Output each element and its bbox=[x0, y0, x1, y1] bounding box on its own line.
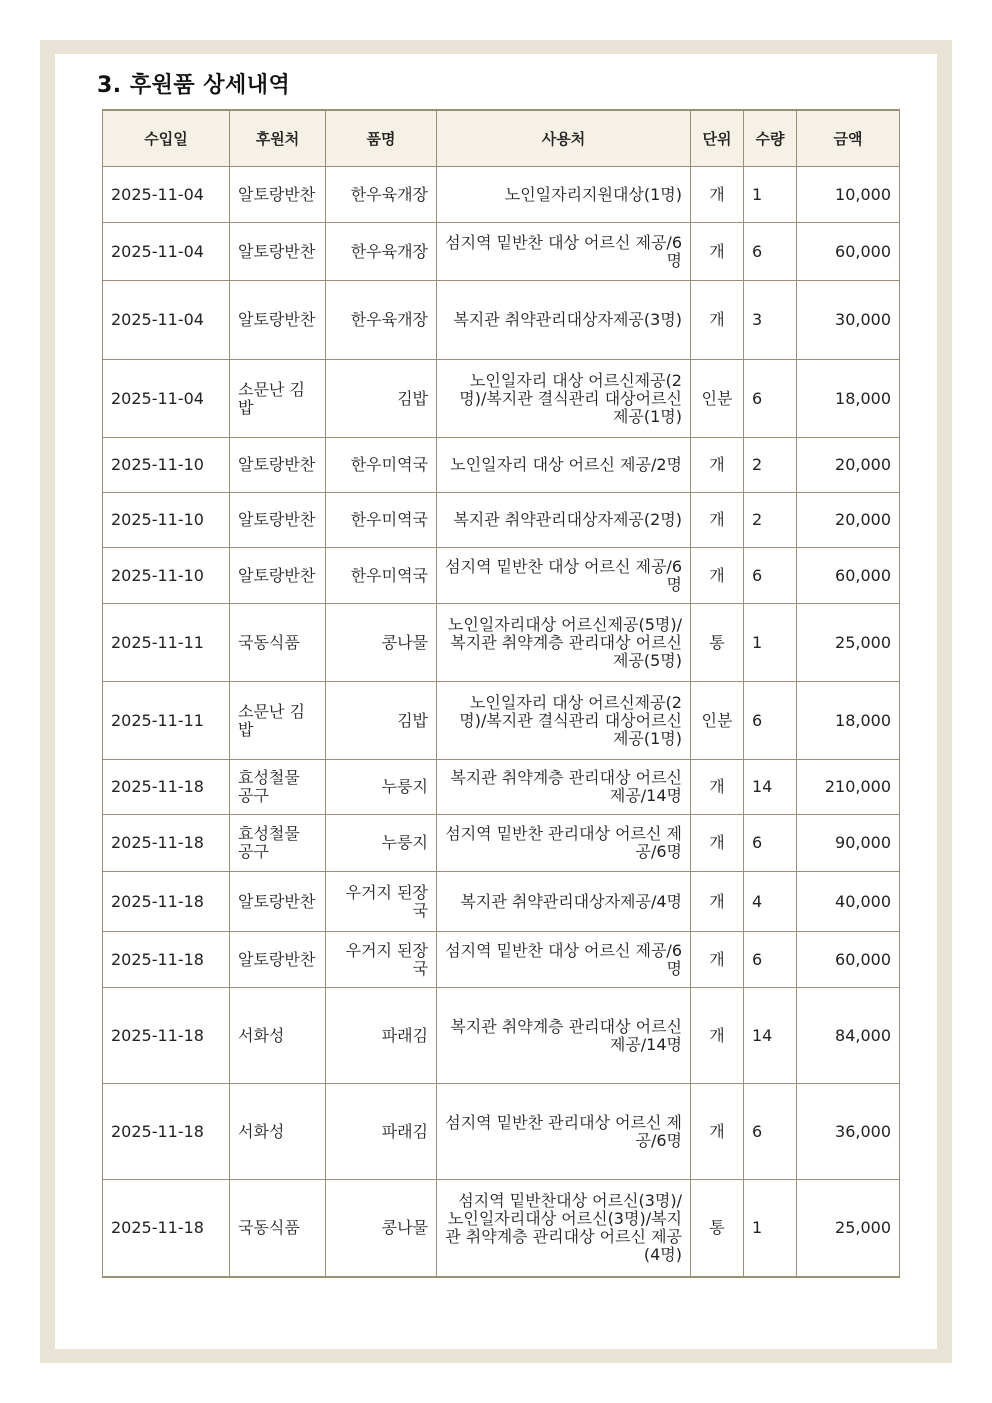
cell-usage: 복지관 취약관리대상자제공(2명) bbox=[437, 493, 691, 548]
cell-usage: 섬지역 밑반찬 대상 어르신 제공/6명 bbox=[437, 932, 691, 988]
cell-date: 2025-11-10 bbox=[103, 493, 230, 548]
cell-quantity: 2 bbox=[744, 493, 797, 548]
cell-donor: 알토랑반찬 bbox=[230, 548, 326, 604]
cell-date: 2025-11-04 bbox=[103, 223, 230, 281]
cell-item: 한우미역국 bbox=[326, 548, 437, 604]
cell-date: 2025-11-11 bbox=[103, 682, 230, 760]
cell-donor: 국동식품 bbox=[230, 604, 326, 682]
cell-unit: 개 bbox=[691, 223, 744, 281]
cell-usage: 섬지역 밑반찬대상 어르신(3명)/노인일자리대상 어르신(3명)/복지관 취약계층 관리대상 어르신 제공(4명) bbox=[437, 1180, 691, 1277]
cell-unit: 개 bbox=[691, 167, 744, 223]
cell-donor: 효성철물 공구 bbox=[230, 760, 326, 815]
cell-item: 한우육개장 bbox=[326, 223, 437, 281]
cell-date: 2025-11-18 bbox=[103, 1180, 230, 1277]
cell-item: 한우육개장 bbox=[326, 167, 437, 223]
cell-amount: 30,000 bbox=[797, 281, 900, 360]
cell-date: 2025-11-11 bbox=[103, 604, 230, 682]
cell-usage: 섬지역 밑반찬 관리대상 어르신 제공/6명 bbox=[437, 815, 691, 872]
table-row bbox=[103, 438, 900, 493]
cell-quantity: 1 bbox=[744, 1180, 797, 1277]
header-unit: 단위 bbox=[691, 110, 744, 167]
cell-amount: 10,000 bbox=[797, 167, 900, 223]
cell-unit: 개 bbox=[691, 281, 744, 360]
cell-quantity: 6 bbox=[744, 682, 797, 760]
cell-quantity: 6 bbox=[744, 548, 797, 604]
cell-unit: 개 bbox=[691, 760, 744, 815]
cell-item: 누룽지 bbox=[326, 760, 437, 815]
table-row bbox=[103, 1084, 900, 1180]
cell-donor: 국동식품 bbox=[230, 1180, 326, 1277]
table-row bbox=[103, 548, 900, 604]
cell-quantity: 4 bbox=[744, 872, 797, 932]
header-quantity: 수량 bbox=[744, 110, 797, 167]
cell-item: 한우미역국 bbox=[326, 438, 437, 493]
cell-donor: 소문난 김밥 bbox=[230, 682, 326, 760]
cell-date: 2025-11-18 bbox=[103, 815, 230, 872]
cell-unit: 개 bbox=[691, 988, 744, 1084]
cell-item: 한우미역국 bbox=[326, 493, 437, 548]
cell-item: 누룽지 bbox=[326, 815, 437, 872]
cell-amount: 40,000 bbox=[797, 872, 900, 932]
cell-usage: 섬지역 밑반찬 대상 어르신 제공/6명 bbox=[437, 223, 691, 281]
cell-donor: 알토랑반찬 bbox=[230, 438, 326, 493]
cell-item: 파래김 bbox=[326, 1084, 437, 1180]
cell-usage: 노인일자리대상 어르신제공(5명)/복지관 취약계층 관리대상 어르신 제공(5명) bbox=[437, 604, 691, 682]
cell-item: 콩나물 bbox=[326, 1180, 437, 1277]
header-donor: 후원처 bbox=[230, 110, 326, 167]
cell-donor: 효성철물 공구 bbox=[230, 815, 326, 872]
cell-item: 김밥 bbox=[326, 360, 437, 438]
section-title: 3. 후원품 상세내역 bbox=[97, 73, 291, 98]
cell-donor: 알토랑반찬 bbox=[230, 167, 326, 223]
header-item-name: 품명 bbox=[326, 110, 437, 167]
cell-date: 2025-11-10 bbox=[103, 548, 230, 604]
cell-amount: 210,000 bbox=[797, 760, 900, 815]
cell-usage: 복지관 취약계층 관리대상 어르신 제공/14명 bbox=[437, 760, 691, 815]
table-row bbox=[103, 604, 900, 682]
cell-quantity: 6 bbox=[744, 223, 797, 281]
table-row bbox=[103, 988, 900, 1084]
cell-item: 한우육개장 bbox=[326, 281, 437, 360]
cell-unit: 개 bbox=[691, 438, 744, 493]
cell-amount: 60,000 bbox=[797, 932, 900, 988]
cell-amount: 60,000 bbox=[797, 223, 900, 281]
cell-amount: 20,000 bbox=[797, 493, 900, 548]
cell-quantity: 6 bbox=[744, 932, 797, 988]
cell-unit: 개 bbox=[691, 548, 744, 604]
cell-date: 2025-11-04 bbox=[103, 167, 230, 223]
cell-unit: 개 bbox=[691, 1084, 744, 1180]
table-row bbox=[103, 360, 900, 438]
table-row bbox=[103, 815, 900, 872]
cell-usage: 노인일자리지원대상(1명) bbox=[437, 167, 691, 223]
cell-amount: 25,000 bbox=[797, 1180, 900, 1277]
cell-unit: 인분 bbox=[691, 682, 744, 760]
cell-amount: 36,000 bbox=[797, 1084, 900, 1180]
cell-item: 파래김 bbox=[326, 988, 437, 1084]
header-amount: 금액 bbox=[797, 110, 900, 167]
cell-usage: 노인일자리 대상 어르신 제공/2명 bbox=[437, 438, 691, 493]
cell-usage: 복지관 취약관리대상자제공(3명) bbox=[437, 281, 691, 360]
cell-amount: 18,000 bbox=[797, 360, 900, 438]
cell-usage: 노인일자리 대상 어르신제공(2명)/복지관 결식관리 대상어르신 제공(1명) bbox=[437, 682, 691, 760]
cell-donor: 서화성 bbox=[230, 988, 326, 1084]
cell-amount: 18,000 bbox=[797, 682, 900, 760]
cell-date: 2025-11-04 bbox=[103, 360, 230, 438]
cell-date: 2025-11-18 bbox=[103, 872, 230, 932]
cell-quantity: 1 bbox=[744, 167, 797, 223]
header-receipt-date: 수입일 bbox=[103, 110, 230, 167]
cell-unit: 개 bbox=[691, 932, 744, 988]
table-row bbox=[103, 281, 900, 360]
cell-usage: 노인일자리 대상 어르신제공(2명)/복지관 결식관리 대상어르신 제공(1명) bbox=[437, 360, 691, 438]
cell-quantity: 14 bbox=[744, 760, 797, 815]
cell-amount: 25,000 bbox=[797, 604, 900, 682]
cell-donor: 알토랑반찬 bbox=[230, 281, 326, 360]
table-row bbox=[103, 223, 900, 281]
cell-usage: 복지관 취약관리대상자제공/4명 bbox=[437, 872, 691, 932]
table-row bbox=[103, 493, 900, 548]
cell-donor: 소문난 김밥 bbox=[230, 360, 326, 438]
cell-item: 우거지 된장국 bbox=[326, 932, 437, 988]
table-row bbox=[103, 167, 900, 223]
cell-date: 2025-11-18 bbox=[103, 760, 230, 815]
cell-unit: 개 bbox=[691, 815, 744, 872]
cell-date: 2025-11-18 bbox=[103, 988, 230, 1084]
cell-amount: 84,000 bbox=[797, 988, 900, 1084]
cell-donor: 알토랑반찬 bbox=[230, 223, 326, 281]
cell-unit: 개 bbox=[691, 493, 744, 548]
cell-quantity: 6 bbox=[744, 1084, 797, 1180]
table-row bbox=[103, 760, 900, 815]
table-row bbox=[103, 1180, 900, 1277]
cell-item: 김밥 bbox=[326, 682, 437, 760]
cell-usage: 섬지역 밑반찬 관리대상 어르신 제공/6명 bbox=[437, 1084, 691, 1180]
cell-amount: 20,000 bbox=[797, 438, 900, 493]
cell-amount: 90,000 bbox=[797, 815, 900, 872]
cell-unit: 개 bbox=[691, 872, 744, 932]
cell-quantity: 3 bbox=[744, 281, 797, 360]
cell-quantity: 6 bbox=[744, 815, 797, 872]
cell-item: 콩나물 bbox=[326, 604, 437, 682]
cell-usage: 섬지역 밑반찬 대상 어르신 제공/6명 bbox=[437, 548, 691, 604]
cell-donor: 서화성 bbox=[230, 1084, 326, 1180]
cell-quantity: 14 bbox=[744, 988, 797, 1084]
cell-quantity: 1 bbox=[744, 604, 797, 682]
cell-date: 2025-11-18 bbox=[103, 932, 230, 988]
header-usage: 사용처 bbox=[437, 110, 691, 167]
cell-donor: 알토랑반찬 bbox=[230, 932, 326, 988]
cell-amount: 60,000 bbox=[797, 548, 900, 604]
table-header-row bbox=[103, 110, 900, 167]
cell-quantity: 6 bbox=[744, 360, 797, 438]
cell-usage: 복지관 취약계층 관리대상 어르신 제공/14명 bbox=[437, 988, 691, 1084]
cell-date: 2025-11-10 bbox=[103, 438, 230, 493]
table-row bbox=[103, 682, 900, 760]
cell-unit: 통 bbox=[691, 1180, 744, 1277]
cell-date: 2025-11-18 bbox=[103, 1084, 230, 1180]
cell-donor: 알토랑반찬 bbox=[230, 493, 326, 548]
cell-unit: 인분 bbox=[691, 360, 744, 438]
cell-unit: 통 bbox=[691, 604, 744, 682]
cell-quantity: 2 bbox=[744, 438, 797, 493]
cell-date: 2025-11-04 bbox=[103, 281, 230, 360]
table-row bbox=[103, 932, 900, 988]
cell-item: 우거지 된장국 bbox=[326, 872, 437, 932]
cell-donor: 알토랑반찬 bbox=[230, 872, 326, 932]
table-row bbox=[103, 872, 900, 932]
donation-detail-table bbox=[102, 109, 900, 1278]
